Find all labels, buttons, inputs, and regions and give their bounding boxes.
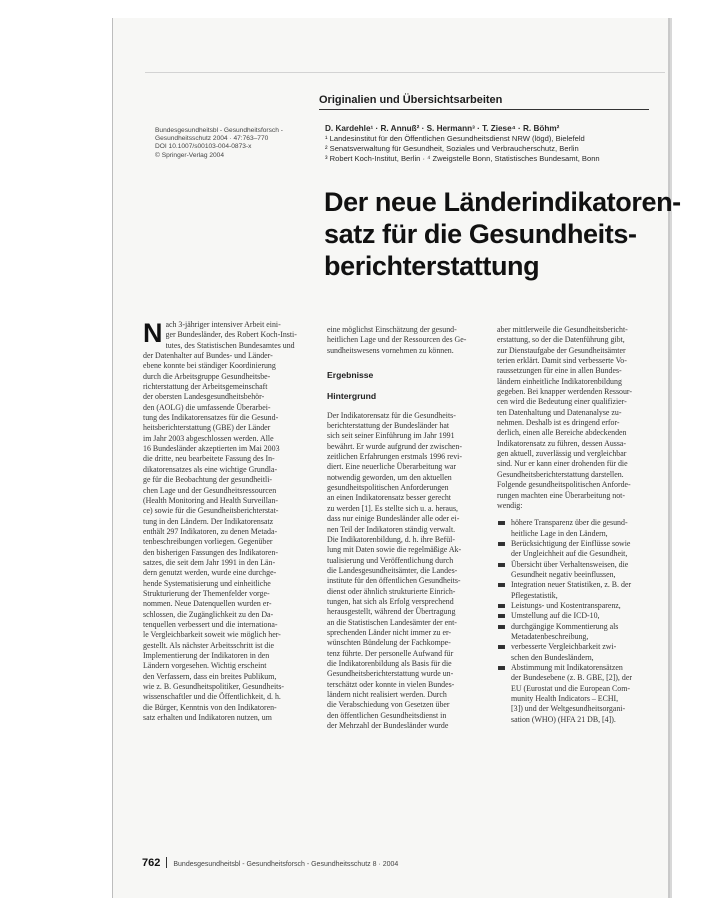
text-line: Umstellung auf die ICD-10, [511, 611, 600, 621]
text-line: ten Datenhaltung und Datenanalyse zu- [497, 407, 622, 417]
text-line: tungen, hat sich als Erfolg versprechend [327, 596, 454, 606]
text-line: zeitlichen Erfahrungen erstmals 1996 revi- [327, 452, 462, 462]
text-line: [3]) und der Weltgesundheitsorgani- [511, 704, 626, 714]
affiliation: ¹ Landesinstitut für den Öffentlichen Gesundheitsdienst NRW (lögd), Bielefeld [325, 134, 585, 143]
scan-line [112, 18, 113, 898]
text-line: eine möglichst Einschätzung der gesund- [327, 325, 457, 334]
text-line: sation (WHO) (HFA 21 DB, [4]). [511, 714, 616, 724]
text-line: erstattung, so der die Datenführung gibt, [497, 335, 625, 345]
body-column-3 [497, 325, 667, 725]
text-line: tenz führte. Der personelle Aufwand für [327, 648, 454, 658]
article-title [324, 186, 681, 282]
column-body [497, 325, 667, 511]
text-line: die Indikatorenbildung als Basis für die [327, 658, 452, 668]
text-line: herausgestellt, während der Übertragung [327, 607, 456, 617]
list-item [497, 611, 667, 621]
text-line: hende Systematisierung und einheitliche [143, 578, 271, 588]
scan-line [668, 18, 670, 898]
text-line: schen den Bundesländern, [511, 652, 594, 662]
page-footer [142, 857, 662, 869]
text-line: Metadatenbeschreibung, [511, 631, 589, 641]
text-line: Indikatorensatz zu führen, dessen Aussa- [497, 438, 627, 448]
text-line: diert. Eine neuerliche Überarbeitung war [327, 462, 457, 472]
drop-cap: N [143, 318, 163, 348]
text-line: Gesundheit negativ beeinflussen, [511, 569, 616, 579]
text-line: tualisierung und Veröffentlichung durch [327, 555, 454, 565]
text-line: den Verfassern, dass ein breites Publikum, [143, 671, 277, 681]
text-line: dikatorensatzes als eine wichtige Grundla- [143, 464, 278, 474]
requirements-list [497, 518, 667, 725]
text-line: Leistungs- und Kostentransparenz, [511, 600, 621, 610]
text-line: satz erhalten und Indikatoren nutzen, um [143, 713, 272, 723]
list-item [497, 663, 667, 725]
text-line: nen Teil der Indikatoren ständig verwalt. [327, 524, 456, 534]
text-line: an einen Indikatorensatz besser gerecht [327, 493, 452, 503]
text-line: notwendig geworden, um den aktuellen [327, 472, 452, 482]
text-line: heitlichen Lage und der Ressourcen des Ge- [327, 335, 467, 345]
text-line: den öffentlichen Gesundheitsdienst in [327, 710, 447, 720]
text-line: die Verabschiedung von Gesetzen über [327, 700, 450, 710]
text-line: Implementierung der Indikatoren in den [143, 651, 270, 660]
column-body [327, 411, 493, 732]
text-line: Gesundheitsberichterstattung darstellen. [497, 469, 624, 479]
author-names: D. Kardehle¹ · R. Annuß² · S. Hermann³ · T. Ziese⁴ · R. Böhm² [325, 124, 560, 133]
text-line: ach 3-jähriger intensiver Arbeit eini- [165, 320, 281, 329]
text-line: sundheitswesens vornehmen zu können. [327, 345, 454, 355]
text-line: höhere Transparenz über die gesund- [511, 518, 628, 528]
footer-divider [166, 857, 167, 868]
text-line: die Landesgesundheitsämter, die Landes- [327, 565, 458, 575]
text-line: Übersicht über Verhaltensweisen, die [511, 559, 629, 569]
text-line: der Ungleichheit auf die Gesundheit, [511, 549, 628, 559]
text-line: Die Indikatorenbildung, d. h. ihre Befül- [327, 534, 455, 544]
page-number: 762 [142, 857, 161, 869]
list-item [497, 560, 667, 581]
text-line: institute für den öffentlichen Gesundheits- [327, 576, 461, 586]
text-line: zu werden [1]. Es stellte sich u. a. heraus, [327, 503, 459, 513]
text-line: richterstattung der Arbeitsgemeinschaft [143, 382, 268, 392]
affiliation: ² Senatsverwaltung für Gesundheit, Soziales und Verbraucherschutz, Berlin [325, 144, 579, 153]
text-line: ländern nicht realisiert werden. Durch [327, 690, 447, 699]
text-line: ger Bundesländer, des Robert Koch-Insti- [165, 330, 297, 340]
body-column-1 [143, 320, 313, 723]
meta-line: Bundesgesundheitsbl - Gesundheitsforsch - [155, 127, 283, 134]
text-line: dern genutzt werden, wurde eine durchge- [143, 568, 277, 578]
title-line: satz für die Gesundheits- [324, 219, 637, 249]
text-line: Ländern vorgesehen. Wichtig erscheint [143, 661, 267, 671]
text-line: terien erklärt. Damit sind verbesserte Vo- [497, 356, 627, 366]
column-intro [327, 325, 493, 356]
list-item [497, 518, 667, 539]
text-line: gen aktuell, zuverlässig und vergleichbar [497, 449, 627, 459]
text-line: Abstimmung mit Indikatorensätzen [511, 663, 623, 672]
list-item [497, 539, 667, 560]
text-line: sind. Nur er kann einer drohenden für die [497, 459, 628, 469]
text-line: ce) sowie für die Gesundheitsberichterstat- [143, 506, 279, 516]
meta-line: DOI 10.1007/s00103-004-0873-x [155, 143, 252, 151]
text-line: schlossen, die Zugänglichkeit zu den Da- [143, 609, 274, 619]
text-line: der Bundesebene (z. B. GBE, [2]), der [511, 673, 632, 683]
section-header: Originalien und Übersichtsarbeiten [319, 94, 649, 110]
text-line: verbesserte Vergleichbarkeit zwi- [511, 642, 617, 652]
text-line: zur Dienstaufgabe der Gesundheitsämter [497, 345, 626, 355]
text-line: den bisherigen Fassungen des Indikatoren- [143, 547, 278, 557]
text-line: nommen. Neue Datenquellen wurden er- [143, 599, 272, 609]
text-line: gestellt. Als nächster Arbeitsschritt ist die [143, 640, 275, 650]
text-line: munity Health Indicators – ECHI, [511, 694, 619, 704]
text-line: Integration neuer Statistiken, z. B. der [511, 580, 632, 590]
body-column-2 [327, 325, 493, 731]
text-line: an die Statistischen Landesämter der ent- [327, 617, 457, 627]
text-line: Gesundheitsberichterstattung wurde un- [327, 669, 454, 679]
authors-block [325, 124, 665, 164]
text-line: chen Lage und der Gesundheitsressourcen [143, 485, 277, 495]
text-line: durch die Arbeitsgruppe Gesundheitsbe- [143, 371, 271, 381]
text-line: sprechenden Länder nicht immer zu er- [327, 627, 452, 637]
text-line: gegeben. Bei knapper werdenden Ressour- [497, 387, 633, 397]
text-line: lung mit Daten sowie die regelmäßige Ak- [327, 545, 462, 555]
title-line: Der neue Länderindikatoren- [324, 187, 681, 217]
list-item [497, 601, 667, 611]
text-line: bewährt. Er wurde aufgrund der zwischen- [327, 441, 462, 451]
scan-line [145, 72, 665, 73]
text-line: den (AOLG) die umfassende Überarbei- [143, 402, 271, 412]
text-line: Strukturierung der Themenfelder vorge- [143, 588, 270, 598]
text-line: der Datenhalter auf Bundes- und Länder- [143, 351, 273, 361]
text-line: terschätzt oder konnte in vielen Bundes- [327, 679, 455, 689]
text-line: dass nur einige Bundesländer alle oder ei- [327, 514, 460, 524]
text-line: satzes, die seit dem Jahr 1991 in den Län- [143, 557, 276, 567]
text-line: aber mittlerweile die Gesundheitsbericht- [497, 325, 628, 334]
text-line: derlich, einen alle Bereiche abdeckenden [497, 428, 627, 438]
text-line: durchgängige Kommentierung als [511, 621, 619, 631]
text-line: Der Indikatorensatz für die Gesundheits- [327, 410, 456, 420]
text-line: wendig: [497, 500, 523, 510]
text-line: le Vergleichbarkeit soweit wie möglich her- [143, 630, 281, 640]
list-item [497, 622, 667, 643]
list-item [497, 580, 667, 601]
text-line: ländern einheitliche Indikatorenbildung [497, 376, 622, 386]
text-line: im Jahr 2003 abgeschlossen werden. Alle [143, 433, 274, 443]
text-line: 16 Bundesländer akzeptierten im Mai 2003 [143, 444, 280, 454]
text-line: tung in den Ländern. Der Indikatorensatz [143, 516, 274, 526]
heading-hintergrund: Hintergrund [327, 391, 377, 402]
text-line: die Bürger, Kenntnis von den Indikatoren- [143, 702, 277, 712]
title-line: berichterstattung [324, 251, 540, 281]
text-line: enthält 297 Indikatoren, zu denen Metada- [143, 526, 278, 536]
meta-line: © Springer-Verlag 2004 [155, 151, 225, 159]
text-line: Berücksichtigung der Einflüsse sowie [511, 538, 631, 548]
list-item [497, 642, 667, 663]
affiliation: ³ Robert Koch-Institut, Berlin · ⁴ Zweigstelle Bonn, Statistisches Bundesamt, Bonn [325, 154, 600, 163]
text-line: cen wird die Bedeutung einer qualifizier- [497, 397, 627, 407]
journal-reference: Bundesgesundheitsbl - Gesundheitsforsch - Gesundheitsschutz 8 · 2004 [173, 861, 399, 868]
text-line: der Mehrzahl der Bundesländer wurde [327, 721, 449, 731]
text-line: EU (Eurostat und die European Com- [511, 683, 630, 693]
text-line: tenquellen verbessert und die internationa- [143, 619, 278, 629]
text-line: wie z. B. Gesundheitspolitiker, Gesundheits- [143, 682, 285, 692]
text-line: tung des Indikatorensatzes für die Gesund- [143, 413, 279, 423]
text-line: dienst oder ähnlich strukturierte Einrich- [327, 586, 456, 596]
text-line: ge für die Beobachtung der gesundheitli- [143, 475, 273, 485]
text-line: gesundheitspolitischen Anforderungen [327, 483, 449, 493]
text-line: tutes, des Statistischen Bundesamtes und [165, 340, 295, 350]
meta-line: Gesundheitsschutz 2004 · 47:763–770 [155, 135, 269, 143]
text-line: heitliche Lage in den Ländern, [511, 528, 608, 538]
text-line: Pflegestatistik, [511, 590, 558, 600]
text-line: raussetzungen für eine in allen Bundes- [497, 366, 622, 376]
text-line: sich seit seiner Einführung im Jahr 1991 [327, 431, 455, 441]
text-line: tenbeschreibungen vorliegen. Gegenüber [143, 537, 273, 547]
text-line: nehmen. Deshalb ist es dringend erfor- [497, 418, 620, 428]
text-line: wissenschaftler und die Öffentlichkeit, d. h. [143, 692, 281, 702]
text-line: rungen machten eine Überarbeitung not- [497, 490, 625, 500]
article-meta [155, 127, 283, 160]
text-line: (Health Monitoring and Health Surveillan- [143, 495, 278, 505]
text-line: ebene konnte bei ständiger Koordinierung [143, 361, 276, 371]
heading-ergebnisse: Ergebnisse [327, 370, 374, 381]
text-line: berichterstattung der Bundesländer hat [327, 421, 450, 431]
text-line: Folgende gesundheitspolitischen Anforde- [497, 480, 631, 490]
text-line: die dritte, neu bearbeitete Fassung des In- [143, 454, 275, 464]
text-line: der obersten Landesgesundheitsbehör- [143, 392, 265, 402]
text-line: heitsberichterstattung (GBE) der Länder [143, 423, 271, 433]
text-line: wünschten Bündelung der Fachkompe- [327, 638, 451, 648]
